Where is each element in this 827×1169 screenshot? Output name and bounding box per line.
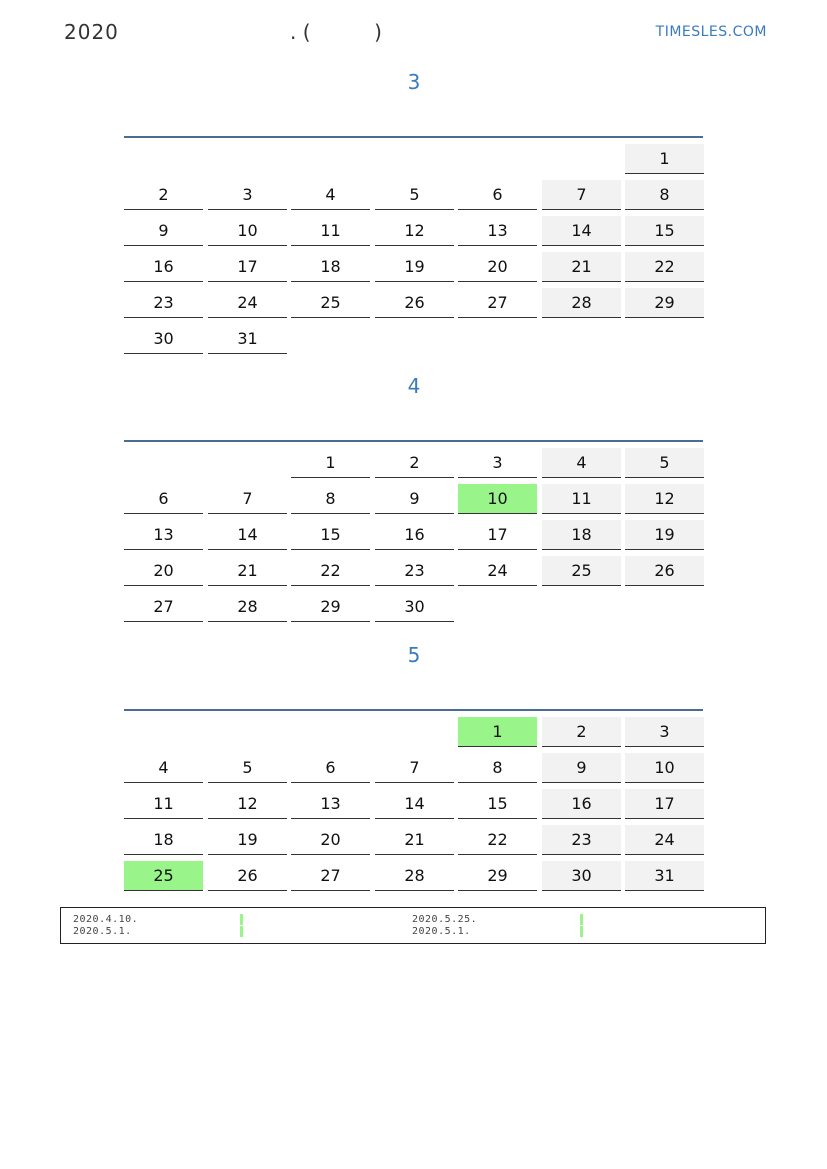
- day-cell: 19: [375, 252, 454, 282]
- legend-right-line-2: 2020.5.1.: [412, 926, 471, 937]
- day-cell: 10: [208, 216, 287, 246]
- day-cell: 20: [458, 252, 537, 282]
- day-cell: 24: [625, 825, 704, 855]
- day-cell: 9: [375, 484, 454, 514]
- day-cell: 8: [625, 180, 704, 210]
- day-cell: 11: [291, 216, 370, 246]
- day-cell: 5: [208, 753, 287, 783]
- day-cell: 3: [208, 180, 287, 210]
- month-header-rule: [124, 709, 703, 711]
- calendar-year-title: 2020: [64, 20, 119, 44]
- day-cell: 6: [291, 753, 370, 783]
- day-cell: 23: [542, 825, 621, 855]
- day-cell: 2: [375, 448, 454, 478]
- calendar-subtitle: . ( ): [290, 20, 382, 44]
- legend-right-mark-2: [580, 926, 583, 937]
- legend-right-mark-1: [580, 914, 583, 925]
- day-cell: 7: [542, 180, 621, 210]
- day-cell: 29: [625, 288, 704, 318]
- day-cell: 15: [458, 789, 537, 819]
- day-cell: 2: [124, 180, 203, 210]
- day-cell: 19: [625, 520, 704, 550]
- day-cell: 28: [542, 288, 621, 318]
- day-cell: 30: [375, 592, 454, 622]
- day-cell: 22: [291, 556, 370, 586]
- day-cell: 26: [208, 861, 287, 891]
- day-cell: 25: [542, 556, 621, 586]
- day-cell: 16: [375, 520, 454, 550]
- day-cell: 27: [291, 861, 370, 891]
- day-cell: 17: [458, 520, 537, 550]
- day-cell: 25: [291, 288, 370, 318]
- month-title: 5: [407, 643, 421, 667]
- legend-left-line-2: 2020.5.1.: [73, 926, 132, 937]
- day-cell: 30: [542, 861, 621, 891]
- day-cell: 28: [375, 861, 454, 891]
- day-cell: 3: [625, 717, 704, 747]
- day-cell: 9: [542, 753, 621, 783]
- month-title: 4: [407, 374, 421, 398]
- day-cell: 20: [124, 556, 203, 586]
- day-cell: 27: [458, 288, 537, 318]
- day-cell: 7: [375, 753, 454, 783]
- legend-left-mark-1: [240, 914, 243, 925]
- day-cell: 15: [625, 216, 704, 246]
- day-cell: 17: [208, 252, 287, 282]
- legend-left-mark-2: [240, 926, 243, 937]
- day-cell: 2: [542, 717, 621, 747]
- day-cell: 6: [124, 484, 203, 514]
- day-cell: 12: [625, 484, 704, 514]
- day-cell: 19: [208, 825, 287, 855]
- day-cell: 26: [625, 556, 704, 586]
- day-cell: 1: [291, 448, 370, 478]
- day-cell: 14: [542, 216, 621, 246]
- day-cell: 11: [124, 789, 203, 819]
- day-cell: 14: [208, 520, 287, 550]
- day-cell: 3: [458, 448, 537, 478]
- legend-left-line-1: 2020.4.10.: [73, 914, 139, 925]
- day-cell: 13: [291, 789, 370, 819]
- day-cell: 6: [458, 180, 537, 210]
- day-cell: 4: [291, 180, 370, 210]
- day-cell: 31: [625, 861, 704, 891]
- day-cell: 21: [542, 252, 621, 282]
- day-cell: 11: [542, 484, 621, 514]
- day-cell: 10: [458, 484, 537, 514]
- day-cell: 18: [291, 252, 370, 282]
- holiday-legend: [60, 907, 766, 944]
- month-header-rule: [124, 136, 703, 138]
- day-cell: 16: [542, 789, 621, 819]
- day-cell: 24: [458, 556, 537, 586]
- day-cell: 16: [124, 252, 203, 282]
- day-cell: 30: [124, 324, 203, 354]
- day-cell: 15: [291, 520, 370, 550]
- day-cell: 26: [375, 288, 454, 318]
- day-cell: 27: [124, 592, 203, 622]
- day-cell: 23: [124, 288, 203, 318]
- day-cell: 28: [208, 592, 287, 622]
- day-cell: 22: [625, 252, 704, 282]
- day-cell: 1: [625, 144, 704, 174]
- day-cell: 18: [542, 520, 621, 550]
- site-logo-link[interactable]: TIMESLES.COM: [655, 24, 767, 40]
- day-cell: 29: [458, 861, 537, 891]
- day-cell: 13: [458, 216, 537, 246]
- day-cell: 4: [542, 448, 621, 478]
- day-cell: 5: [625, 448, 704, 478]
- day-cell: 23: [375, 556, 454, 586]
- day-cell: 31: [208, 324, 287, 354]
- month-header-rule: [124, 440, 703, 442]
- day-cell: 18: [124, 825, 203, 855]
- day-cell: 8: [458, 753, 537, 783]
- legend-right-line-1: 2020.5.25.: [412, 914, 478, 925]
- day-cell: 20: [291, 825, 370, 855]
- day-cell: 8: [291, 484, 370, 514]
- day-cell: 5: [375, 180, 454, 210]
- day-cell: 9: [124, 216, 203, 246]
- day-cell: 22: [458, 825, 537, 855]
- day-cell: 14: [375, 789, 454, 819]
- day-cell: 21: [375, 825, 454, 855]
- day-cell: 13: [124, 520, 203, 550]
- day-cell: 12: [375, 216, 454, 246]
- day-cell: 12: [208, 789, 287, 819]
- month-title: 3: [407, 70, 421, 94]
- day-cell: 10: [625, 753, 704, 783]
- day-cell: 4: [124, 753, 203, 783]
- day-cell: 25: [124, 861, 203, 891]
- day-cell: 1: [458, 717, 537, 747]
- day-cell: 24: [208, 288, 287, 318]
- day-cell: 17: [625, 789, 704, 819]
- day-cell: 7: [208, 484, 287, 514]
- day-cell: 21: [208, 556, 287, 586]
- day-cell: 29: [291, 592, 370, 622]
